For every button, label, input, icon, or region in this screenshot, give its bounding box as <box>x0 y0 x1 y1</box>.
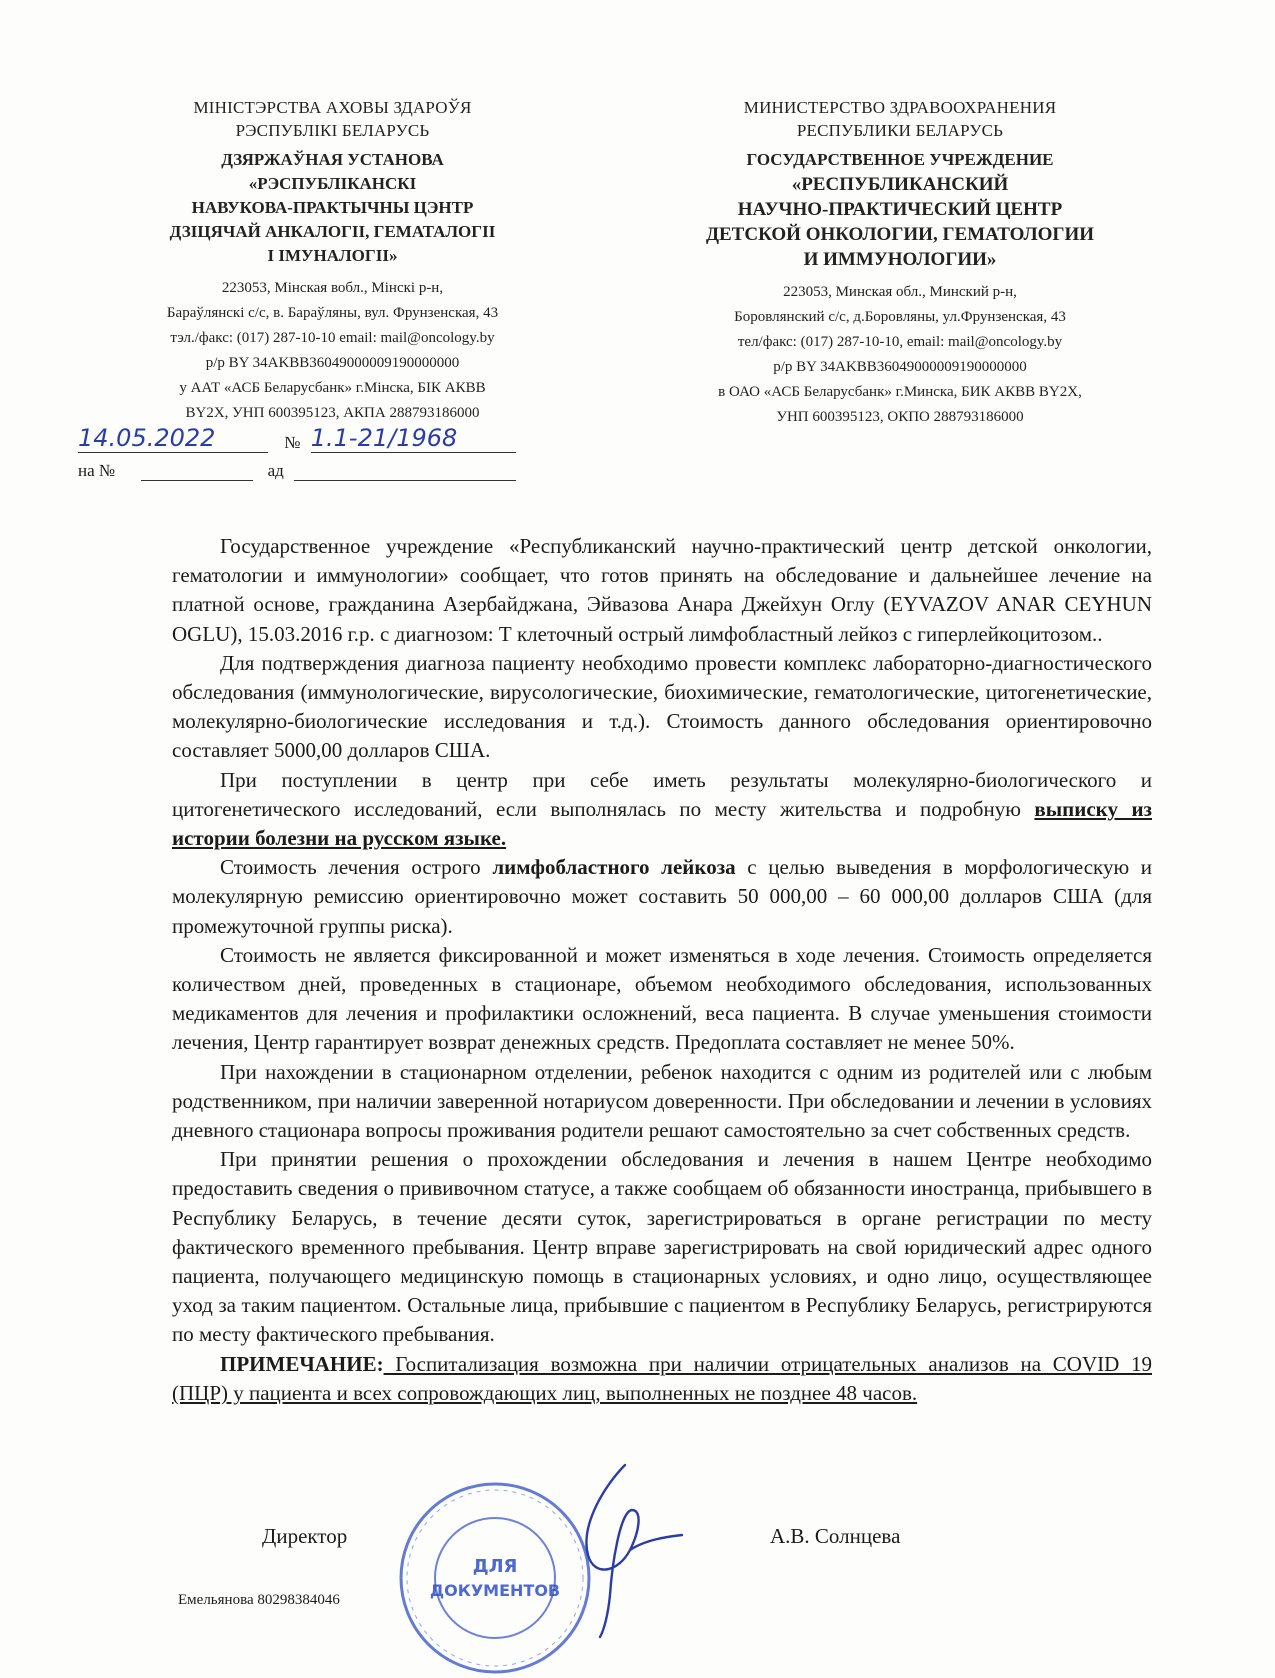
paragraph-accommodation: При нахождении в стационарном отделении, ребенок находится с одним из родителей или с любым родственником, при наличии заверенной нотариусом доверенности. При обследовании и лечении в условиях дневного стационара вопросы проживания родители решают самостоятельно за счет собственных средств. <box>172 1059 1152 1143</box>
paragraph-registration: При принятии решения о прохождении обследования и лечения в нашем Центре необходимо предоставить сведения о прививочном статусе, а также сообщаем об обязанности иностранца, прибывшего в Республику Беларусь, в течение десяти суток, зарегистрироваться в органе регистрации по месту фактического временного пребывания. Центр вправе зарегистрировать на свой юридический адрес одного пациента, получающего медицинскую помощь в стационарных условиях, и одно лицо, осуществляющее уход за таким пациентом. Остальные лица, прибывшие с пациентом в Республику Беларусь, регистрируются по месту фактического пребывания. <box>172 1147 1152 1347</box>
na-number-label: на № <box>78 461 116 480</box>
registration-date: 14.05.2022 <box>78 424 268 453</box>
paragraph-diagnostics: Для подтверждения диагноза пациенту необходимо провести комплекс лабораторно-диагностического обследования (иммунологические, вирусологические, биохимические, гематологические, цитогенетические, молекулярно-биологические исследования и т.д.). Стоимость данного обследования ориентировочно составляет 5000,00 долларов США. <box>172 650 1152 763</box>
header-belarusian <box>110 96 555 426</box>
institution-name-ru: ГОСУДАРСТВЕННОЕ УЧРЕЖДЕНИЕ «РЕСПУБЛИКАНСКИЙ НАУЧНО-ПРАКТИЧЕСКИЙ ЦЕНТР ДЕТСКОЙ ОНКОЛОГИИ, ГЕМАТОЛОГИИ И ИММУНОЛОГИИ» <box>705 150 1095 270</box>
round-stamp <box>395 1478 595 1678</box>
executor-contact: Емельянова 80298384046 <box>178 1592 340 1608</box>
letter-body <box>172 532 1152 1408</box>
ministry-name-by: МІНІСТЭРСТВА АХОВЫ ЗДАРОЎЯ РЭСПУБЛІКІ БЕЛАРУСЬ <box>193 98 472 140</box>
handwritten-signature <box>570 1455 690 1640</box>
medical-extract-requirement: выписку из истории болезни на русском языке. <box>172 796 1152 851</box>
stamp-text-line2: ДОКУМЕНТОВ <box>429 1581 561 1600</box>
note-text: Госпитализация возможна при наличии отрицательных анализов на COVID 19 (ПЦР) у пациента и всех сопровождающих лиц, выполненных не позднее 48 часов. <box>172 1351 1152 1405</box>
paragraph-note <box>172 1350 1152 1408</box>
header-russian <box>665 96 1135 430</box>
director-title: Директор <box>262 1524 348 1548</box>
address-block-by: 223053, Мінская вобл., Мінскі р-н, Бараўлянскі с/с, в. Бараўляны, вул. Фрунзенская, 43 тэл./факс: (017) 287-10-10 email: mail@oncology.by р/р BY 34AKBB36049000009190000000 у ААТ «АСБ Беларусбанк» г.Мінска, БІК АКВВ BY2X, УНП 600395123, АКПА 288793186000 <box>166 280 499 421</box>
paragraph-cost-terms: Стоимость не является фиксированной и может изменяться в ходе лечения. Стоимость определяется количеством дней, проведенных в стационаре, объемом необходимого обследования, использованных медикаментов для лечения и профилактики осложнений, веса пациента. В случае уменьшения стоимости лечения, Центр гарантирует возврат денежных средств. Предоплата составляет не менее 50%. <box>172 942 1152 1055</box>
reference-line <box>78 460 516 481</box>
reference-date-blank <box>294 460 516 481</box>
address-block-ru: 223053, Минская обл., Минский р-н, Боровлянский с/с, д.Боровляны, ул.Фрунзенская, 43 тел/факс: (017) 287-10-10, email: mail@oncology.by р/р BY 34AKBB36049000009190000000 в ОАО «АСБ Беларусбанк» г.Минска, БИК АКВВ BY2X, УНП 600395123, ОКПО 288793186000 <box>718 284 1082 425</box>
ad-label: ад <box>267 461 284 480</box>
director-name: А.В. Солнцева <box>770 1524 901 1548</box>
registration-date-line <box>78 424 516 453</box>
stamp-text-line1: ДЛЯ <box>472 1556 518 1577</box>
ministry-name-ru: МИНИСТЕРСТВО ЗДРАВООХРАНЕНИЯ РЕСПУБЛИКИ БЕЛАРУСЬ <box>743 98 1057 140</box>
paragraph-offer: Государственное учреждение «Республиканский научно-практический центр детской онкологии, гематологии и иммунологии» сообщает, что готов принять на обследование и дальнейшее лечение на платной основе, гражданина Азербайджана, Эйвазова Анара Джейхун Оглу (EYVAZOV ANAR CEYHUN OGLU), 15.03.2016 г.р. с диагнозом: Т клеточный острый лимфобластный лейкоз с гиперлейкоцитозом.. <box>172 534 1152 646</box>
number-label: № <box>284 433 301 452</box>
paragraph-documents: При поступлении в центр при себе иметь результаты молекулярно-биологического и цитогенетического исследований, если выполнялась по месту жительства и подробную выписку из истории болезни на русском языке. <box>172 767 1152 851</box>
reference-number-blank <box>141 460 253 481</box>
registration-number: 1.1-21/1968 <box>311 424 516 453</box>
paragraph-treatment-cost: Стоимость лечения острого лимфобластного лейкоза с целью выведения в морфологическую и молекулярную ремиссию ориентировочно может составить 50 000,00 – 60 000,00 долларов США (для промежуточной группы риска). <box>172 855 1153 938</box>
note-label: ПРИМЕЧАНИЕ: <box>220 1351 384 1376</box>
institution-name-by: ДЗЯРЖАЎНАЯ УСТАНОВА «РЭСПУБЛІКАНСКІ НАВУКОВА-ПРАКТЫЧНЫ ЦЭНТР ДЗІЦЯЧАЙ АНКАЛОГІІ, ГЕМАТАЛОГІІ І ІМУНАЛОГІІ» <box>169 150 496 265</box>
